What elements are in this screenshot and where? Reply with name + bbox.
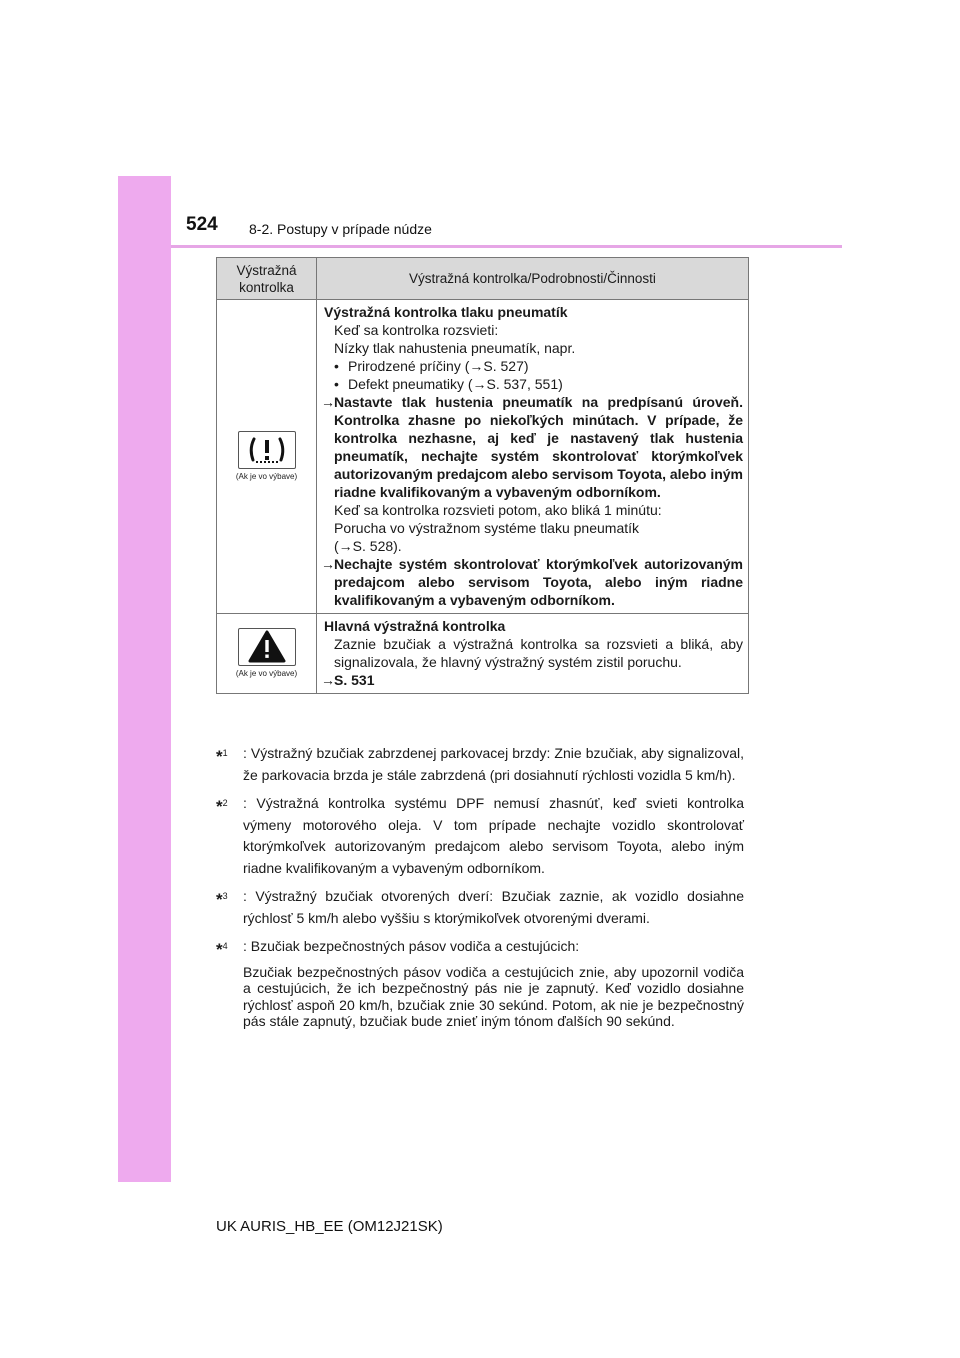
footnote-number: 2 bbox=[222, 798, 228, 808]
footnote-marker: *$^1$ bbox=[216, 747, 228, 766]
action-item bbox=[317, 393, 743, 501]
table-row bbox=[217, 300, 749, 614]
footnote-number: 3 bbox=[222, 891, 228, 901]
action-text: Nastavte tlak hustenia pneumatík na predpísanú úroveň. Kontrolka zhasne po niekoľkých minútach. V prípade, že kontrolka nezhasne, aj keď je nastavený tlak hustenia pneumatík, nechajte systém skontrolovať ktorýmkoľvek autorizovaným predajcom alebo servisom Toyota, alebo iným riadne kvalifikovaným a vybaveným odborníkom. bbox=[334, 394, 743, 500]
tire-pressure-warning-icon bbox=[238, 431, 296, 469]
chapter-sidebar-tab bbox=[118, 176, 171, 1182]
footnote bbox=[216, 793, 744, 879]
footnote bbox=[216, 743, 744, 786]
footnote bbox=[216, 936, 744, 1030]
availability-note: (Ak je vo výbave) bbox=[235, 669, 298, 678]
footnote bbox=[216, 886, 744, 929]
footnote-number: 4 bbox=[222, 941, 228, 951]
description-cell bbox=[317, 300, 749, 614]
arrow-icon: → bbox=[321, 556, 335, 572]
description-line: Zaznie bzučiak a výstražná kontrolka sa rozsvieti a bliká, aby signalizovala, že hlavný výstražný systém zistil poruchu. bbox=[334, 636, 743, 670]
chapter-title: 8-2. Postupy v prípade núdze bbox=[249, 221, 432, 237]
footnote-marker: *$^3$ bbox=[216, 890, 228, 909]
header-divider bbox=[171, 245, 842, 248]
footnote-text: : Výstražný bzučiak zabrzdenej parkovacej brzdy: Znie bzučiak, aby signalizoval, že parkovacia brzda je stále zabrzdená (pri dosiahnutí rýchlosti vozidla 5 km/h). bbox=[243, 745, 744, 783]
footnote-text: Bzučiak bezpečnostných pásov vodiča a cestujúcich znie, aby upozornil vodiča a cestujúcich, že ich bezpečnostný pás nie je zapnutý. Keď vozidlo dosiahne rýchlosť aspoň 20 km/h, bzučiak znie 30 sekúnd. Potom, ak nie je bezpečnostný pás stále zapnutý, bzučiak bude znieť iným tónom ďalších 90 sekúnd. bbox=[243, 963, 744, 1030]
bullet-item: • Defekt pneumatiky (→S. 537, 551) bbox=[334, 376, 563, 392]
icon-cell bbox=[217, 614, 317, 694]
footnote-text: : Bzučiak bezpečnostných pásov vodiča a cestujúcich: bbox=[243, 938, 580, 954]
description-cell bbox=[317, 614, 749, 694]
availability-note: (Ak je vo výbave) bbox=[235, 472, 298, 481]
description-line: Keď sa kontrolka rozsvieti potom, ako bliká 1 minútu: bbox=[334, 502, 662, 518]
warning-light-table bbox=[216, 257, 749, 694]
table-header-row bbox=[217, 258, 749, 300]
bullet-item: • Prirodzené príčiny (→S. 527) bbox=[334, 358, 529, 374]
action-text: Nechajte systém skontrolovať ktorýmkoľvek autorizovaným predajcom alebo servisom Toyota, alebo iným riadne kvalifikovaným a vybaveným odborníkom. bbox=[334, 556, 743, 608]
icon-cell bbox=[217, 300, 317, 614]
description-line: Porucha vo výstražnom systéme tlaku pneumatík bbox=[334, 520, 640, 536]
page-number: 524 bbox=[186, 214, 218, 235]
page-reference bbox=[317, 671, 743, 689]
reference-text: S. 531 bbox=[334, 672, 375, 688]
footnote-text: : Výstražný bzučiak otvorených dverí: Bzučiak zaznie, ak vozidlo dosiahne rýchlosť 5 km/h alebo vyššiu s ktorýmikoľvek otvorenými dverami. bbox=[243, 888, 744, 926]
document-id: UK AURIS_HB_EE (OM12J21SK) bbox=[216, 1218, 443, 1235]
warning-title: Výstražná kontrolka tlaku pneumatík bbox=[324, 304, 568, 320]
warning-title: Hlavná výstražná kontrolka bbox=[324, 618, 506, 634]
footnote-marker: *$^4$ bbox=[216, 940, 228, 959]
master-warning-icon bbox=[238, 628, 296, 666]
arrow-icon: → bbox=[321, 394, 335, 410]
column-header-warning-light: Výstražná kontrolka bbox=[217, 258, 317, 300]
action-item bbox=[317, 555, 743, 609]
footnote-number: 1 bbox=[222, 748, 228, 758]
column-header-details: Výstražná kontrolka/Podrobnosti/Činnosti bbox=[317, 258, 749, 300]
description-line: Keď sa kontrolka rozsvieti: bbox=[334, 322, 499, 338]
bullet-text: Prirodzené príčiny (→S. 527) bbox=[348, 358, 529, 374]
footnotes bbox=[216, 743, 744, 1037]
description-line: Nízky tlak nahustenia pneumatík, napr. bbox=[334, 340, 576, 356]
table-row bbox=[217, 614, 749, 694]
arrow-icon: → bbox=[321, 672, 335, 688]
footnote-text: : Výstražná kontrolka systému DPF nemusí zhasnúť, keď svieti kontrolka výmeny motorového oleja. V tom prípade nechajte vozidlo skontrolovať ktorýmkoľvek autorizovaným predajcom alebo servisom Toyota, alebo iným riadne kvalifikovaným a vybaveným odborníkom. bbox=[243, 795, 744, 876]
footnote-marker: *$^2$ bbox=[216, 797, 228, 816]
description-line: (→S. 528). bbox=[334, 538, 402, 554]
bullet-text: Defekt pneumatiky (→S. 537, 551) bbox=[348, 376, 563, 392]
